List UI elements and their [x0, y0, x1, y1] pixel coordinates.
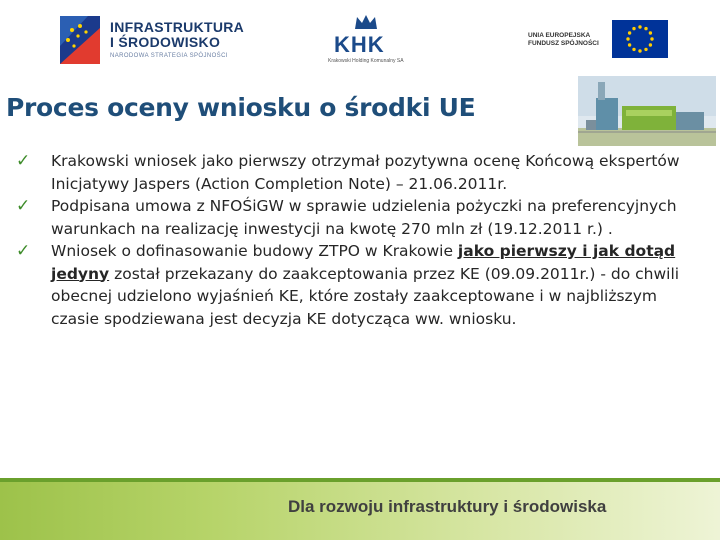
bullet-list [16, 150, 686, 330]
eu-logo [528, 16, 668, 64]
program-title-line1: INFRASTRUKTURA [110, 19, 245, 35]
footer-strip [0, 478, 720, 482]
program-subtitle: NARODOWA STRATEGIA SPÓJNOŚCI [110, 53, 228, 59]
khk-subtitle: Krakowski Holding Komunalny SA [328, 58, 404, 64]
eu-line1: UNIA EUROPEJSKA [528, 32, 591, 39]
infrastruktura-srodowisko-logo [58, 12, 248, 70]
khk-name: KHK [334, 32, 385, 57]
bullet-text-before: Wniosek o dofinasowanie budowy ZTPO w Krakowie [51, 242, 458, 260]
bullet-item [16, 150, 686, 195]
crown-icon [354, 14, 378, 30]
program-flag-icon [58, 12, 104, 68]
bullet-text: Podpisana umowa z NFOŚiGW w sprawie udzielenia pożyczki na preferencyjnych warunkach na realizację inwestycji na kwotę 270 mln zł (19.12.2011 r.) . [51, 197, 677, 238]
bullet-text-after: został przekazany do zaakceptowania przez KE (09.09.2011r.) - do chwili obecnej udzielono wyjaśnień KE, które zostały zaakceptowane i w najbliższym czasie spodziewana jest decyzja KE dotycząca ww. wniosku. [51, 264, 680, 328]
checkmark-icon: ✓ [16, 151, 31, 171]
khk-logo [326, 14, 406, 66]
slide-title: Proces oceny wniosku o środki UE [6, 93, 476, 122]
eu-line2: FUNDUSZ SPÓJNOŚCI [528, 40, 599, 47]
eu-flag-icon [612, 20, 668, 58]
checkmark-icon: ✓ [16, 241, 31, 261]
bullet-item [16, 240, 686, 330]
building-image [578, 76, 716, 146]
bullet-highlight: jako pierwszy i jak dotąd jedyny [51, 242, 676, 283]
eu-text [528, 32, 599, 48]
logo-header [0, 0, 720, 80]
program-title-line2: I ŚRODOWISKO [110, 34, 221, 50]
checkmark-icon: ✓ [16, 196, 31, 216]
footer-slogan: Dla rozwoju infrastruktury i środowiska [288, 497, 607, 516]
program-name [110, 20, 244, 59]
bullet-text: Krakowski wniosek jako pierwszy otrzymał pozytywna ocenę Końcową ekspertów Inicjatywy Jaspers (Action Completion Note) – 21.06.2011r. [51, 152, 680, 193]
bullet-item [16, 195, 686, 240]
